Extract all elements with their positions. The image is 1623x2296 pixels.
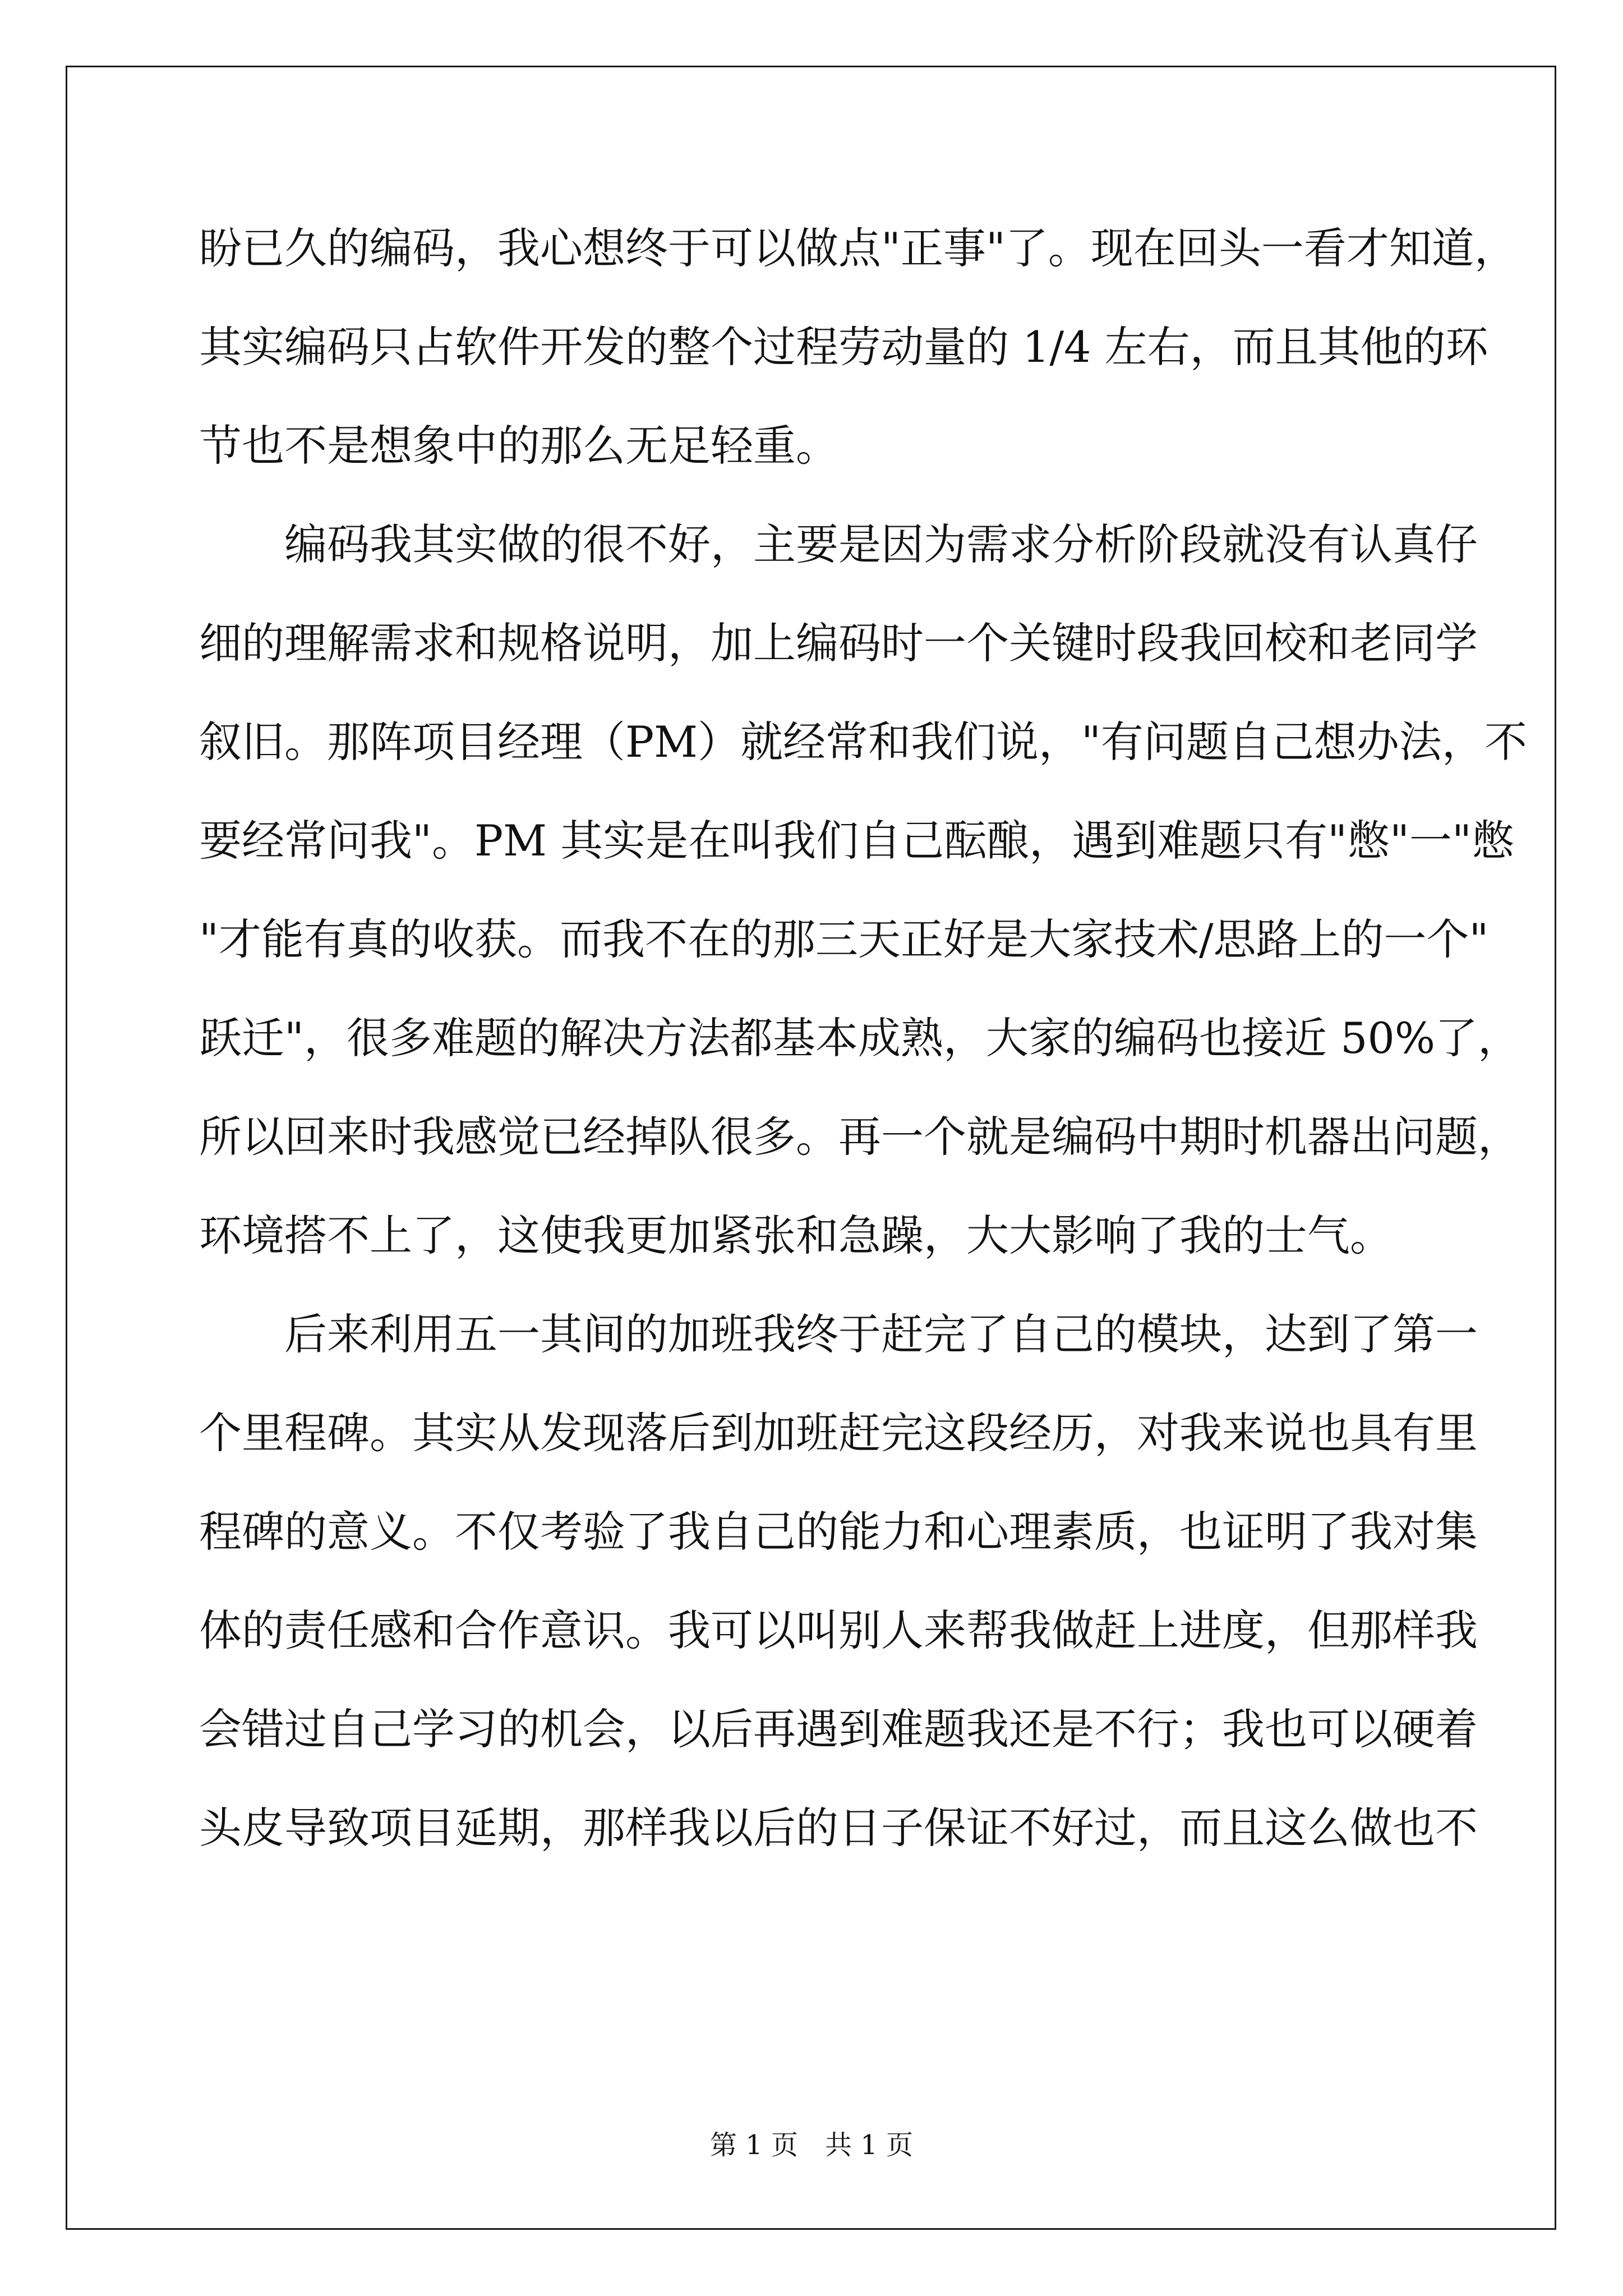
text-line: "才能有真的收获。而我不在的那三天正好是大家技术/思路上的一个" [199,914,1489,964]
text-line: 体的责任感和合作意识。我可以叫别人来帮我做赶上进度，但那样我 [199,1605,1478,1655]
text-line: 个里程碑。其实从发现落后到加班赶完这段经历，对我来说也具有里 [199,1408,1478,1458]
text-line: 头皮导致项目延期，那样我以后的日子保证不好过，而且这么做也不 [199,1803,1478,1853]
text-line: 其实编码只占软件开发的整个过程劳动量的 1/4 左右，而且其他的环 [199,322,1488,372]
text-line: 要经常问我"。PM 其实是在叫我们自己酝酿，遇到难题只有"憋"一"憋 [199,816,1514,866]
text-line: 编码我其实做的很不好，主要是因为需求分析阶段就没有认真仔 [199,519,1478,569]
text-line: 环境搭不上了，这使我更加紧张和急躁，大大影响了我的士气。 [199,1211,1393,1260]
document-body [199,199,1527,1878]
text-line: 细的理解需求和规格说明，加上编码时一个关键时段我回校和老同学 [199,618,1478,668]
text-line: 程碑的意义。不仅考验了我自己的能力和心理素质，也证明了我对集 [199,1507,1478,1557]
text-line: 节也不是想象中的那么无足轻重。 [199,421,838,471]
text-line: 所以回来时我感觉已经掉队很多。再一个就是编码中期时机器出问题， [199,1112,1520,1162]
text-line: 后来利用五一其间的加班我终于赶完了自己的模块，达到了第一 [199,1309,1478,1359]
text-line: 跃迁"，很多难题的解决方法都基本成熟，大家的编码也接近 50%了， [199,1013,1521,1063]
text-line: 叙旧。那阵项目经理（PM）就经常和我们说，"有问题自己想办法，不 [199,717,1527,767]
text-line: 会错过自己学习的机会，以后再遇到难题我还是不行；我也可以硬着 [199,1704,1478,1754]
page-footer: 第 1 页 共 1 页 [709,2129,914,2161]
text-line: 盼已久的编码，我心想终于可以做点"正事"了。现在回头一看才知道， [199,223,1517,273]
